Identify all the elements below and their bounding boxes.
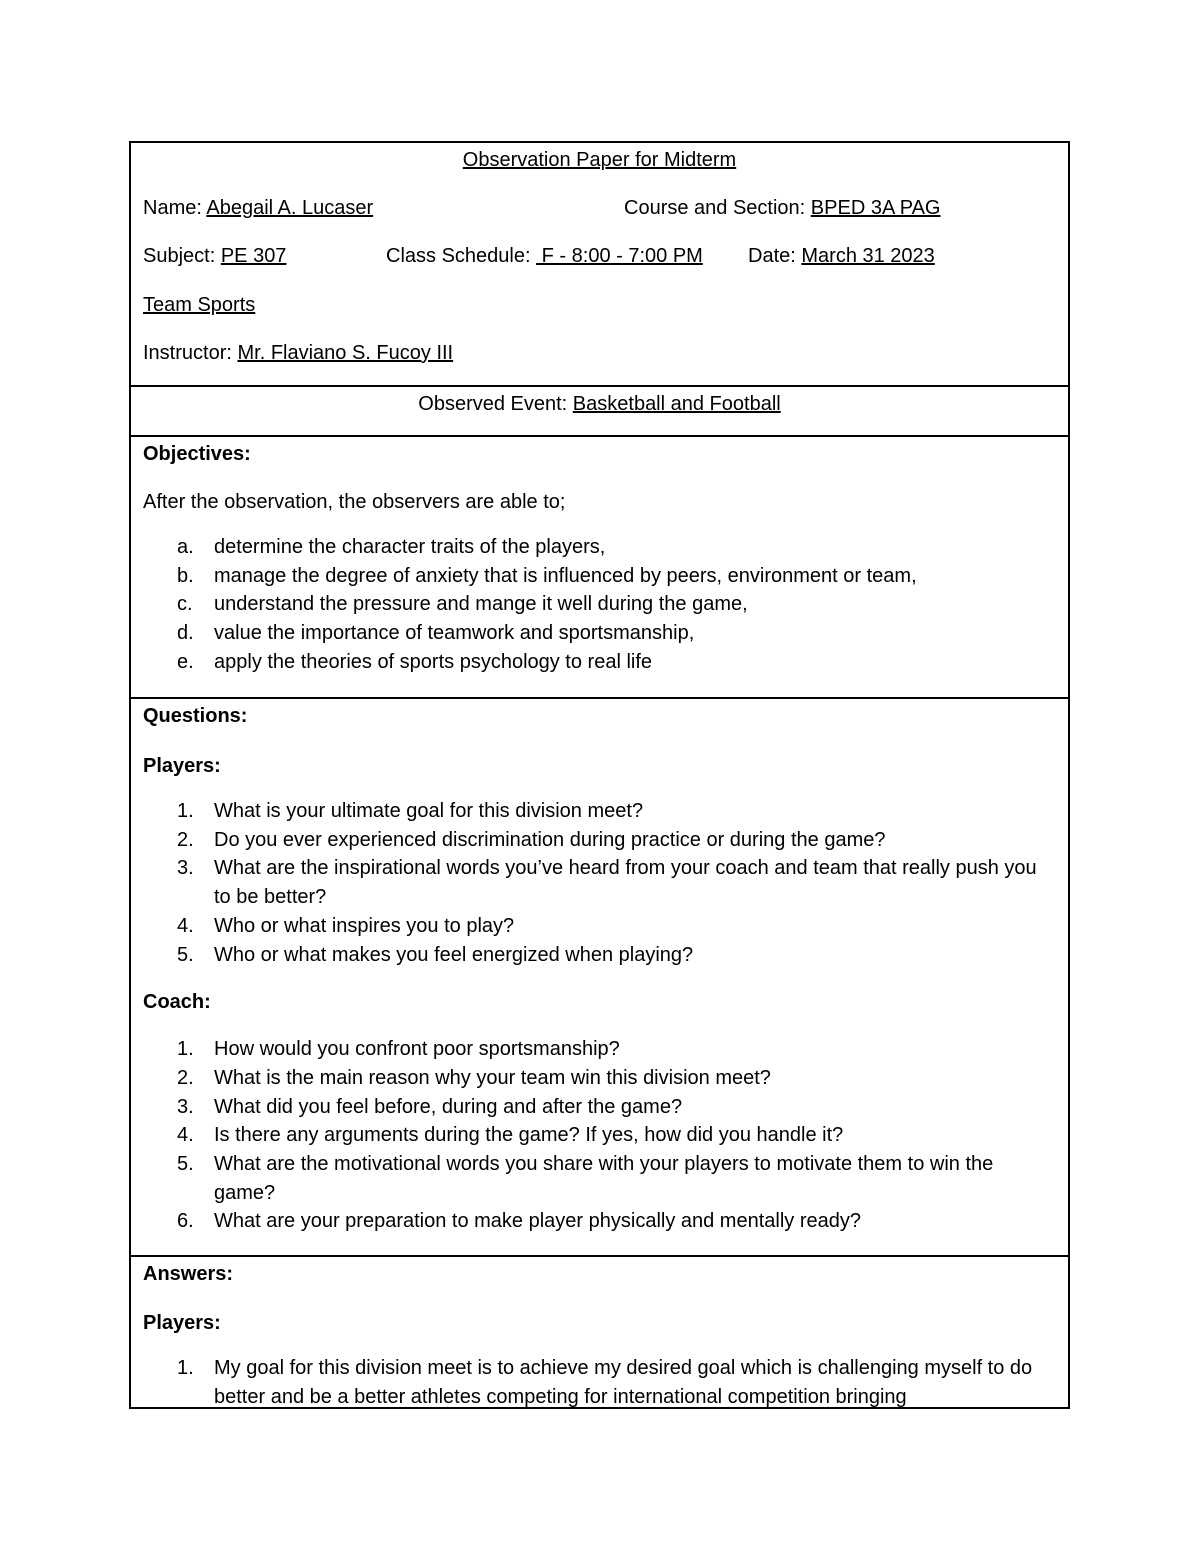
questions-section	[131, 697, 1068, 1255]
list-item: b. manage the degree of anxiety that is influenced by peers, environment or team,	[177, 564, 917, 587]
subject-schedule-date-line	[143, 244, 1056, 268]
name-course-line	[143, 196, 1056, 220]
answers-section	[131, 1255, 1068, 1407]
list-item: 2. What is the main reason why your team win this division meet?	[177, 1066, 771, 1089]
schedule-field	[386, 244, 703, 268]
list-item: a. determine the character traits of the players,	[177, 536, 606, 558]
objectives-heading: Objectives:	[143, 443, 251, 465]
schedule-label: Class Schedule:	[386, 245, 531, 267]
list-item: 4. Is there any arguments during the game? If yes, how did you handle it?	[177, 1124, 844, 1147]
list-item: d. value the importance of teamwork and sportsmanship,	[177, 622, 695, 645]
observed-event-line	[143, 392, 1056, 416]
date-value: March 31 2023	[801, 245, 935, 267]
coach-heading: Coach:	[143, 991, 211, 1014]
team-sports-line	[143, 293, 1056, 317]
course-field	[624, 196, 940, 220]
form-table	[129, 141, 1070, 1409]
objectives-intro: After the observation, the observers are able to;	[143, 491, 566, 513]
player-answers-list	[143, 1354, 1056, 1407]
date-label: Date:	[748, 245, 796, 267]
list-item: 3. What did you feel before, during and after the game?	[177, 1095, 683, 1118]
list-item: 1. What is your ultimate goal for this division meet?	[177, 800, 644, 822]
list-item: 5. What are the motivational words you share with your players to motivate them to win the game?	[177, 1153, 994, 1204]
list-item: 4. Who or what inspires you to play?	[177, 914, 515, 937]
objectives-list	[143, 533, 1056, 677]
coach-questions-list	[143, 1035, 1056, 1236]
list-item: 6. What are your preparation to make player physically and mentally ready?	[177, 1210, 861, 1233]
instructor-value: Mr. Flaviano S. Fucoy III	[237, 342, 454, 364]
subject-value: PE 307	[220, 245, 287, 267]
team-sports: Team Sports	[143, 294, 256, 316]
name-value: Abegail A. Lucaser	[206, 197, 374, 219]
observation-form	[129, 141, 1070, 1409]
observed-event-section	[131, 385, 1068, 435]
players-heading: Players:	[143, 755, 221, 777]
player-questions-list	[143, 797, 1056, 969]
list-item: c. understand the pressure and mange it well during the game,	[177, 593, 748, 616]
list-item: e. apply the theories of sports psychology to real life	[177, 650, 653, 673]
instructor-label: Instructor:	[143, 342, 232, 364]
form-title: Observation Paper for Midterm	[462, 149, 737, 171]
answers-heading: Answers:	[143, 1263, 234, 1285]
subject-label: Subject:	[143, 245, 216, 267]
list-item: 1. How would you confront poor sportsmanship?	[177, 1038, 620, 1061]
event-label: Observed Event:	[418, 393, 568, 415]
list-item: 1. My goal for this division meet is to achieve my desired goal which is challenging myself to do better and be a better athletes competing for international competition bringing	[177, 1357, 1033, 1407]
course-value: BPED 3A PAG	[810, 197, 941, 219]
list-item: 3. What are the inspirational words you’ve heard from your coach and team that really push you to be better?	[177, 857, 1037, 909]
event-value: Basketball and Football	[572, 393, 781, 415]
course-label: Course and Section:	[624, 197, 806, 219]
list-item: 5. Who or what makes you feel energized when playing?	[177, 943, 694, 966]
instructor-line	[143, 341, 1056, 365]
questions-heading: Questions:	[143, 705, 248, 727]
header-section	[131, 143, 1068, 385]
objectives-section	[131, 435, 1068, 697]
list-item: 2. Do you ever experienced discrimination during practice or during the game?	[177, 828, 886, 851]
name-label: Name:	[143, 197, 202, 219]
answers-players-heading: Players:	[143, 1312, 221, 1334]
date-field	[748, 244, 935, 268]
schedule-value: F - 8:00 - 7:00 PM	[536, 245, 703, 267]
